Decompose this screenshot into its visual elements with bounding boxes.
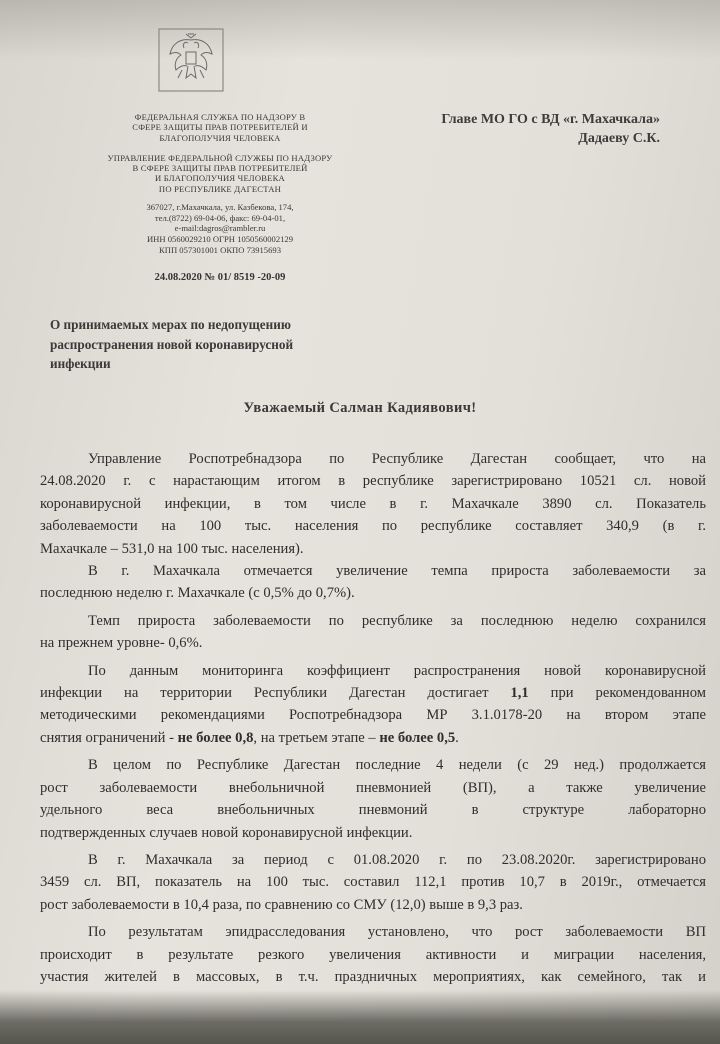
paragraph-3: Темп прироста заболеваемости по республике за последнюю неделю сохранился на прежнем уровне- 0,6%. bbox=[40, 612, 706, 652]
paragraph-1: Управление Роспотребнадзора по Республике Дагестан сообщает, что на 24.08.2020 г. с нарастающим итогом в республике зарегистрировано 10521 сл. новой коронавирусной инфекции, в том числе в г. Махачкале 3890 сл. Показатель заболеваемости на 100 тыс. населения по республике составляет 340,9 (в г. Махачкале – 531,0 на 100 тыс. населения). bbox=[40, 451, 706, 557]
phone-line: тел.(8722) 69-04-06, факс: 69-04-01, bbox=[154, 212, 286, 223]
paragraph-5: В целом по Республике Дагестан последние 4 недели (с 29 нед.) продолжается рост заболеваемости внебольничной пневмонией (ВП), а также увеличение удельного веса внебольничных пневмоний в структуре лабораторно подтвержденных случаев новой коронавирусной инфекции. bbox=[40, 757, 706, 841]
department-line: В СФЕРЕ ЗАЩИТЫ ПРАВ ПОТРЕБИТЕЛЕЙ bbox=[132, 163, 308, 174]
department-line: УПРАВЛЕНИЕ ФЕДЕРАЛЬНОЙ СЛУЖБЫ ПО НАДЗОРУ bbox=[107, 152, 333, 163]
department-line: ПО РЕСПУБЛИКЕ ДАГЕСТАН bbox=[158, 183, 282, 194]
recipient-name: Дадаеву С.К. bbox=[578, 131, 660, 146]
inn-line: ИНН 0560029210 ОГРН 1050560002129 bbox=[146, 234, 294, 245]
sender-agency-block bbox=[60, 112, 380, 194]
agency-line: БЛАГОПОЛУЧИЯ ЧЕЛОВЕКА bbox=[159, 132, 281, 143]
salutation: Уважаемый Салман Кадиявович! bbox=[243, 400, 477, 416]
agency-line: СФЕРЕ ЗАЩИТЫ ПРАВ ПОТРЕБИТЕЛЕЙ И bbox=[132, 122, 308, 133]
paragraph-4: По данным мониторинга коэффициент распространения новой коронавирусной инфекции на территории Республики Дагестан достигает 1,1 при рекомендованном методическими рекомендациями Роспотребнадзора МР 3.1.0178-20 на втором этапе снятия ограничений - не более 0,8, на третьем этапе – не более 0,5. bbox=[40, 662, 706, 746]
paragraph-6: В г. Махачкала за период с 01.08.2020 г. по 23.08.2020г. зарегистрировано 3459 сл. ВП, показатель на 100 тыс. составил 112,1 против 10,7 в 2019г., отмечается рост заболеваемости в 10,4 раза, по сравнению со СМУ (12,0) выше в 9,3 раз. bbox=[40, 851, 706, 913]
agency-line: ФЕДЕРАЛЬНАЯ СЛУЖБА ПО НАДЗОРУ В bbox=[134, 112, 306, 122]
recipient-title: Главе МО ГО с ВД «г. Махачкала» bbox=[441, 112, 660, 127]
address-line: 367027, г.Махачкала, ул. Казбекова, 174, bbox=[146, 202, 294, 212]
recipient-block bbox=[380, 110, 660, 148]
paragraph-7: По результатам эпидрасследования установлено, что рост заболеваемости ВП происходит в результате резкого увеличения активности и миграции населения, участия жителей в массовых, в т.ч. праздничных мероприятиях, как семейного, так и bbox=[40, 924, 706, 985]
registration-number: 24.08.2020 № 01/ 8519 -20-09 bbox=[154, 272, 286, 283]
kpp-line: КПП 057301001 ОКПО 73915693 bbox=[159, 244, 281, 255]
coat-of-arms-icon bbox=[158, 28, 224, 92]
letter-body bbox=[40, 448, 706, 988]
email-line: e-mail:dagros@rambler.ru bbox=[174, 223, 266, 234]
letter-subject: О принимаемых мерах по недопущению распространения новой коронавирусной инфекции bbox=[50, 317, 294, 371]
sender-address-block bbox=[60, 202, 380, 256]
department-line: И БЛАГОПОЛУЧИЯ ЧЕЛОВЕКА bbox=[155, 173, 285, 184]
coefficient-value: 1,1 bbox=[510, 685, 529, 702]
paragraph-2: В г. Махачкала отмечается увеличение темпа прироста заболеваемости за последнюю неделю г. Махачкале (с 0,5% до 0,7%). bbox=[40, 563, 706, 602]
